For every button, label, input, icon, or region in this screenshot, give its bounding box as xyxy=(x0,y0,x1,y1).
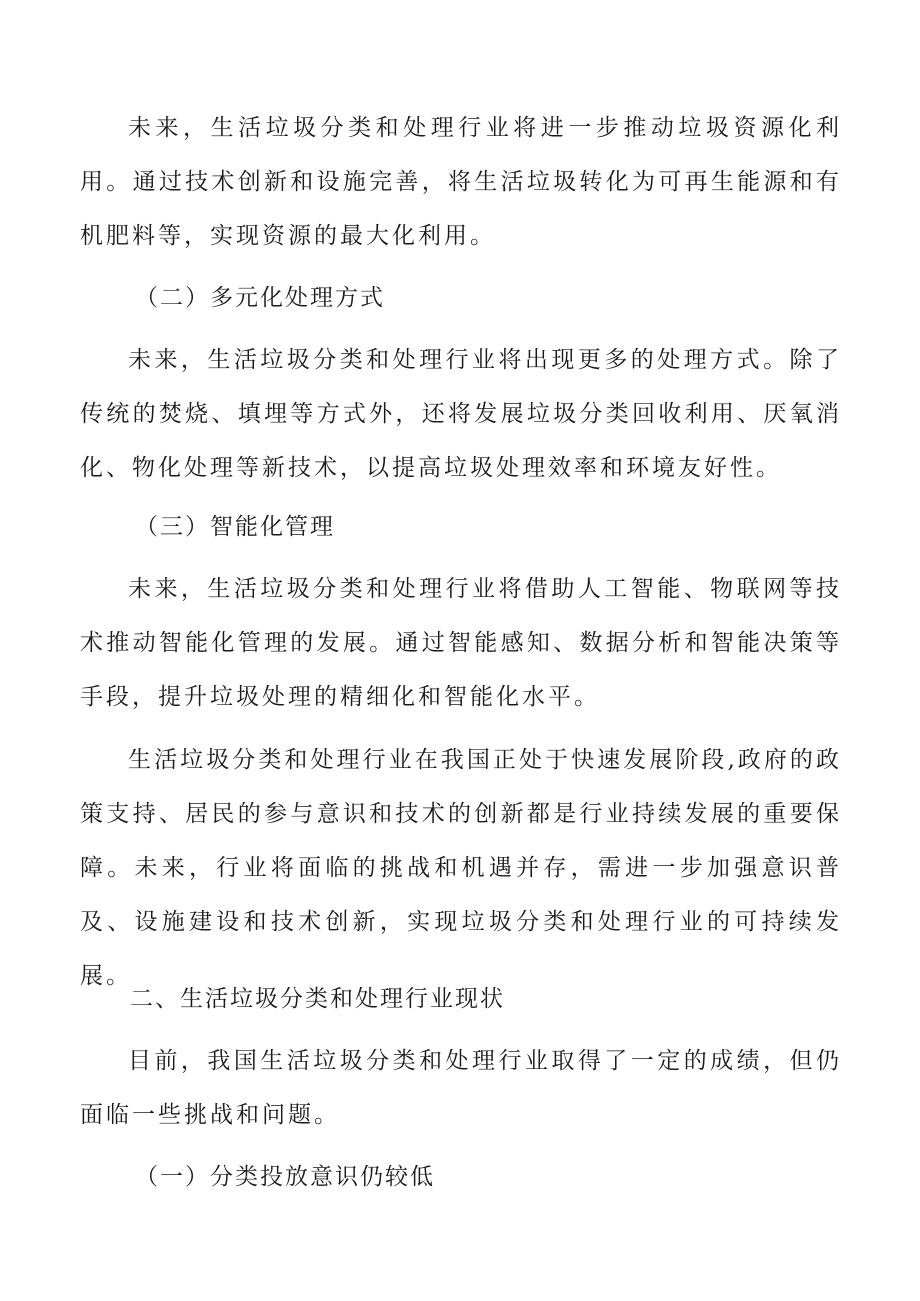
paragraph-industry-summary: 生活垃圾分类和处理行业在我国正处于快速发展阶段,政府的政策支持、居民的参与意识和技术的创新都是行业持续发展的重要保障。未来，行业将面临的挑战和机遇并存，需进一步加强意识普及、设施建设和技术创新，实现垃圾分类和处理行业的可持续发展。 xyxy=(80,747,842,989)
heading-sorting-awareness: （一）分类投放意识仍较低 xyxy=(135,1164,435,1190)
paragraph-resource-utilization: 未来，生活垃圾分类和处理行业将进一步推动垃圾资源化利用。通过技术创新和设施完善，将生活垃圾转化为可再生能源和有机肥料等，实现资源的最大化利用。 xyxy=(80,115,842,249)
paragraph-processing-methods: 未来，生活垃圾分类和处理行业将出现更多的处理方式。除了传统的焚烧、填埋等方式外，还将发展垃圾分类回收利用、厌氧消化、物化处理等新技术，以提高垃圾处理效率和环境友好性。 xyxy=(80,347,842,481)
section-heading-industry-status: 二、生活垃圾分类和处理行业现状 xyxy=(130,986,505,1012)
paragraph-current-status: 目前，我国生活垃圾分类和处理行业取得了一定的成绩，但仍面临一些挑战和问题。 xyxy=(80,1048,842,1128)
heading-intelligent-management: （三）智能化管理 xyxy=(135,514,335,540)
heading-diversified-processing: （二）多元化处理方式 xyxy=(135,285,385,311)
paragraph-intelligent-management: 未来，生活垃圾分类和处理行业将借助人工智能、物联网等技术推动智能化管理的发展。通过智能感知、数据分析和智能决策等手段，提升垃圾处理的精细化和智能化水平。 xyxy=(80,576,842,710)
